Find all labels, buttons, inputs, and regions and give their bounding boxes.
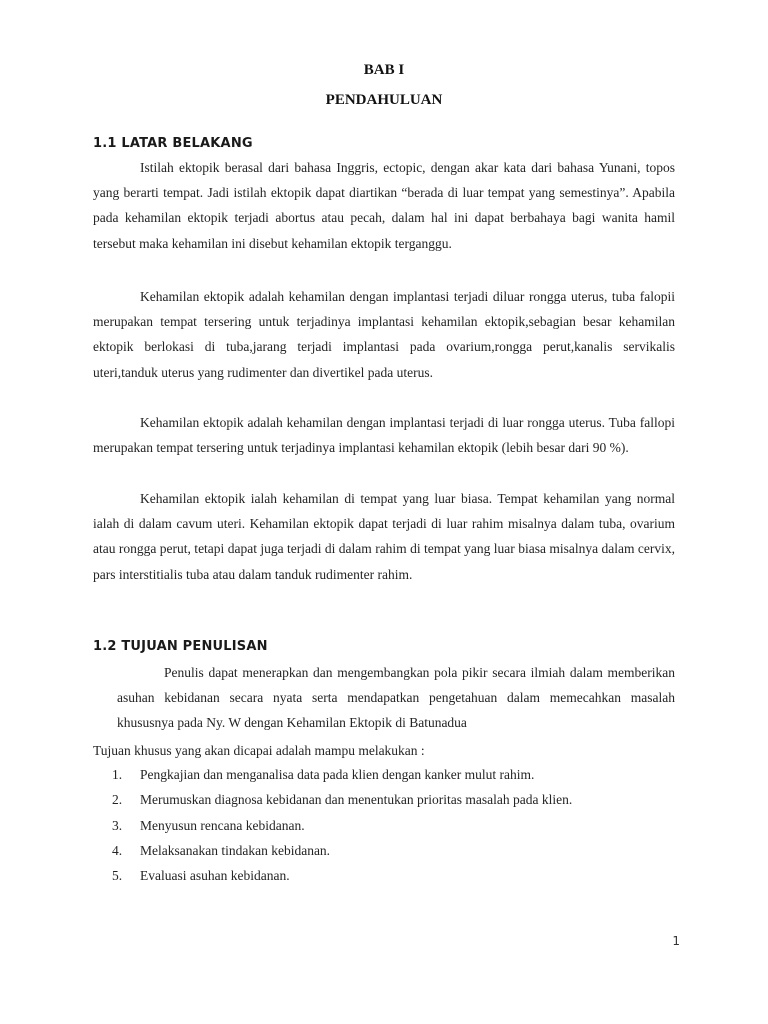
list-item-text: Menyusun rencana kebidanan. [140,817,305,833]
list-item-text: Merumuskan diagnosa kebidanan dan menentukan prioritas masalah pada klien. [140,792,573,808]
list-item-number: 5. [112,868,123,884]
list-item [93,813,675,838]
section-heading-latar-belakang: 1.1 LATAR BELAKANG [93,136,253,151]
list-item [93,863,675,888]
list-item-text: Evaluasi asuhan kebidanan. [140,868,290,884]
chapter-number: BAB I [363,62,405,78]
list-item-number: 3. [112,817,123,833]
paragraph: Istilah ektopik berasal dari bahasa Inggris, ectopic, dengan akar kata dari bahasa Yunani, topos yang berarti tempat. Jadi istilah ektopik dapat diartikan “berada di luar tempat yang semestinya”. Apabila pada kehamilan ektopik terjadi abortus atau pecah, dalam hal ini dapat berbahaya bagi wanita hamil tersebut maka kehamilan ini disebut kehamilan ektopik terganggu. [93,160,675,251]
paragraph: Kehamilan ektopik adalah kehamilan dengan implantasi terjadi diluar rongga uterus, tuba falopii merupakan tempat tersering untuk terjadinya implantasi kehamilan ektopik,sebagian besar kehamilan ektopik berlokasi di tuba,jarang terjadi implantasi pada ovarium,rongga perut,kanalis servikalis uteri,tanduk uterus yang rudimenter dan divertikel pada uterus. [93,289,675,380]
list-item [93,762,675,787]
tujuan-umum-paragraph: Penulis dapat menerapkan dan mengembangkan pola pikir secara ilmiah dalam memberikan asuhan kebidanan secara nyata serta mendapatkan pengetahuan dalam memecahkan masalah khususnya pada Ny. W dengan Kehamilan Ektopik di Batunadua [117,665,675,730]
tujuan-khusus-intro: Tujuan khusus yang akan dicapai adalah mampu melakukan : [93,743,425,758]
list-item-number: 2. [112,792,123,808]
list-item-text: Pengkajian dan menganalisa data pada klien dengan kanker mulut rahim. [140,767,535,782]
list-item-number: 1. [112,767,123,782]
chapter-title: PENDAHULUAN [325,92,443,108]
section-heading-tujuan-penulisan: 1.2 TUJUAN PENULISAN [93,639,268,654]
list-item [93,838,675,863]
page-number: 1 [672,934,680,948]
paragraph: Kehamilan ektopik adalah kehamilan dengan implantasi terjadi di luar rongga uterus. Tuba fallopi merupakan tempat tersering untuk terjadinya implantasi kehamilan ektopik (lebih besar dari 90 %). [93,415,675,456]
tujuan-khusus-list [93,762,675,888]
list-item-number: 4. [112,842,123,858]
paragraph: Kehamilan ektopik ialah kehamilan di tempat yang luar biasa. Tempat kehamilan yang normal ialah di dalam cavum uteri. Kehamilan ektopik dapat terjadi di luar rahim misalnya dalam tuba, ovarium atau rongga perut, tetapi dapat juga terjadi di dalam rahim di tempat yang luar biasa misalnya dalam cervix, pars interstitialis tuba atau dalam tanduk rudimenter rahim. [93,491,675,582]
list-item-text: Melaksanakan tindakan kebidanan. [140,842,331,858]
list-item [93,787,675,812]
